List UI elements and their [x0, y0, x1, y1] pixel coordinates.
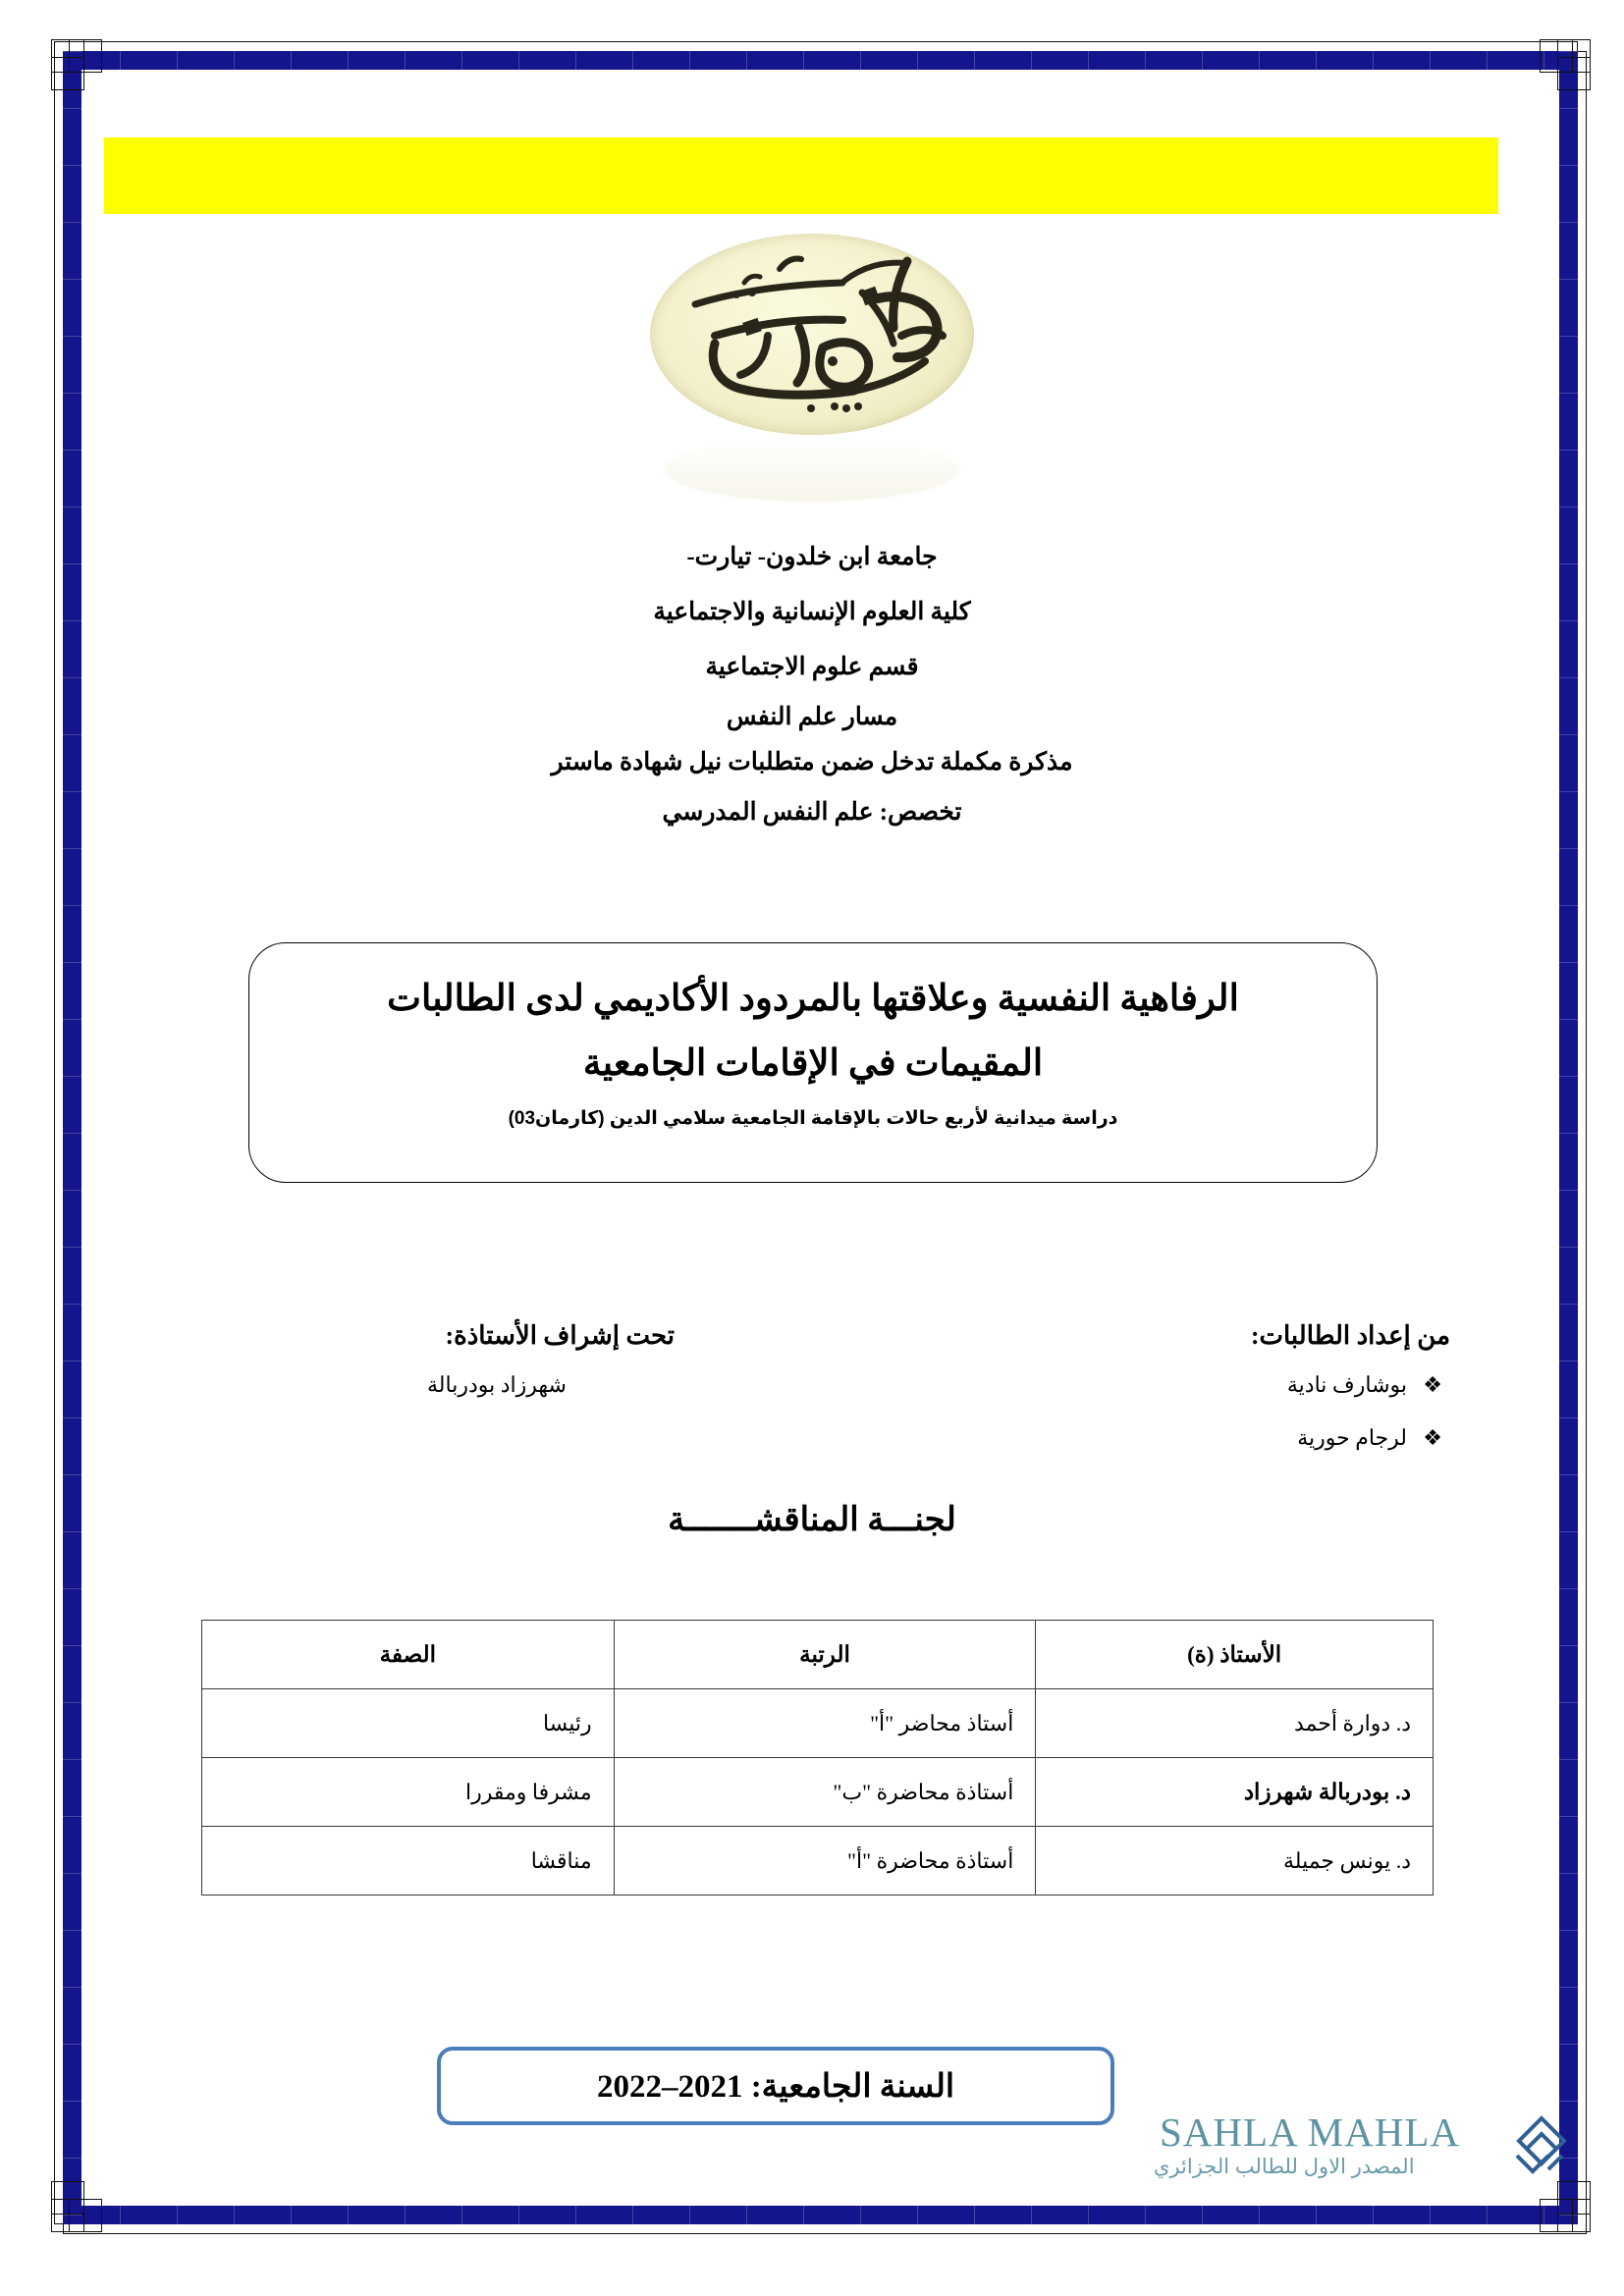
diamond-bullet-icon: ❖ — [1423, 1425, 1442, 1450]
corner-knot-icon — [1540, 39, 1573, 73]
logo-reflection — [665, 437, 959, 502]
corner-knot-icon — [51, 39, 84, 73]
sahla-mahla-watermark — [1154, 2110, 1576, 2228]
cell-professor-role: مشرفا ومقررا — [202, 1758, 615, 1827]
students-column — [979, 1313, 1450, 1465]
frame-bar-top — [63, 51, 1578, 70]
corner-knot-icon — [1540, 2199, 1573, 2232]
corner-knot-icon — [1557, 2181, 1591, 2215]
frame-bar-left — [63, 51, 81, 2224]
table-row — [202, 1689, 1434, 1758]
cell-professor-role: رئيسا — [202, 1689, 615, 1758]
thesis-subtitle: دراسة ميدانية لأربع حالات بالإقامة الجامعية سلامي الدين (كارمان03) — [508, 1108, 1118, 1129]
cell-professor-rank: أستاذة محاضرة "ب" — [614, 1758, 1036, 1827]
corner-knot-icon — [69, 39, 102, 73]
supervisor-heading: تحت إشراف الأستاذة: — [445, 1321, 675, 1350]
students-heading: من إعداد الطالبات: — [1250, 1321, 1450, 1350]
student-name: بوشارف نادية — [1286, 1372, 1407, 1397]
cell-professor-rank: أستاذة محاضرة "أ" — [614, 1827, 1036, 1896]
cell-professor-name: د. يونس جميلة — [1036, 1827, 1434, 1896]
student-list-item — [979, 1412, 1450, 1465]
table-header-row — [202, 1621, 1434, 1689]
thesis-title-box — [248, 942, 1378, 1183]
knot-diamond-icon — [1505, 2112, 1578, 2185]
corner-knot-icon — [1557, 2199, 1591, 2232]
degree-statement: مذكرة مكملة تدخل ضمن متطلبات نيل شهادة ماستر — [551, 749, 1073, 775]
frame-bar-right — [1559, 51, 1578, 2224]
corner-knot-icon — [1557, 39, 1591, 73]
corner-knot-icon — [51, 2181, 84, 2215]
specialization: تخصص: علم النفس المدرسي — [662, 799, 962, 826]
watermark-subtitle: المصدر الاول للطالب الجزائري — [1154, 2156, 1415, 2178]
table-row — [202, 1758, 1434, 1827]
track-name: مسار علم النفس — [726, 704, 898, 730]
thesis-title-line1: الرفاهية النفسية وعلاقتها بالمردود الأكاديمي لدى الطالبات — [387, 979, 1239, 1019]
cell-professor-name: د. دوارة أحمد — [1036, 1689, 1434, 1758]
university-logo — [606, 234, 1018, 518]
frame-bar-bottom — [63, 2206, 1578, 2224]
department-name: قسم علوم الاجتماعية — [705, 654, 919, 680]
institution-header — [125, 530, 1499, 840]
university-name: جامعة ابن خلدون- تيارت- — [686, 544, 938, 570]
table-row — [202, 1827, 1434, 1896]
logo-ellipse-icon — [650, 234, 974, 435]
column-header-professor: الأستاذ (ة) — [1036, 1621, 1434, 1689]
committee-heading: لجنـــة المناقشـــــــة — [668, 1502, 956, 1538]
corner-knot-icon — [1557, 57, 1591, 90]
cell-professor-role: مناقشا — [202, 1827, 615, 1896]
yellow-highlight-bar — [104, 137, 1498, 214]
committee-table — [201, 1620, 1434, 1896]
student-name: لرجام حورية — [1297, 1425, 1407, 1450]
student-list-item — [979, 1359, 1450, 1412]
watermark-title: SAHLA MAHLA — [1160, 2109, 1460, 2155]
thesis-title-line2: المقيمات في الإقامات الجامعية — [582, 1043, 1044, 1084]
credits-section — [125, 1313, 1499, 1500]
supervisor-column — [203, 1313, 675, 1412]
diamond-bullet-icon: ❖ — [1423, 1372, 1442, 1397]
column-header-role: الصفة — [202, 1621, 615, 1689]
corner-knot-icon — [69, 2199, 102, 2232]
academic-year-label: السنة الجامعية: 2021–2022 — [596, 2069, 955, 2105]
column-header-rank: الرتبة — [614, 1621, 1036, 1689]
cell-professor-rank: أستاذ محاضر "أ" — [614, 1689, 1036, 1758]
academic-year-box — [437, 2047, 1114, 2125]
corner-knot-icon — [51, 2199, 84, 2232]
corner-knot-icon — [51, 57, 84, 90]
supervisor-name: شهرزاد بودربالة — [427, 1372, 567, 1397]
cell-professor-name: د. بودربالة شهرزاد — [1036, 1758, 1434, 1827]
faculty-name: كلية العلوم الإنسانية والاجتماعية — [653, 599, 971, 625]
